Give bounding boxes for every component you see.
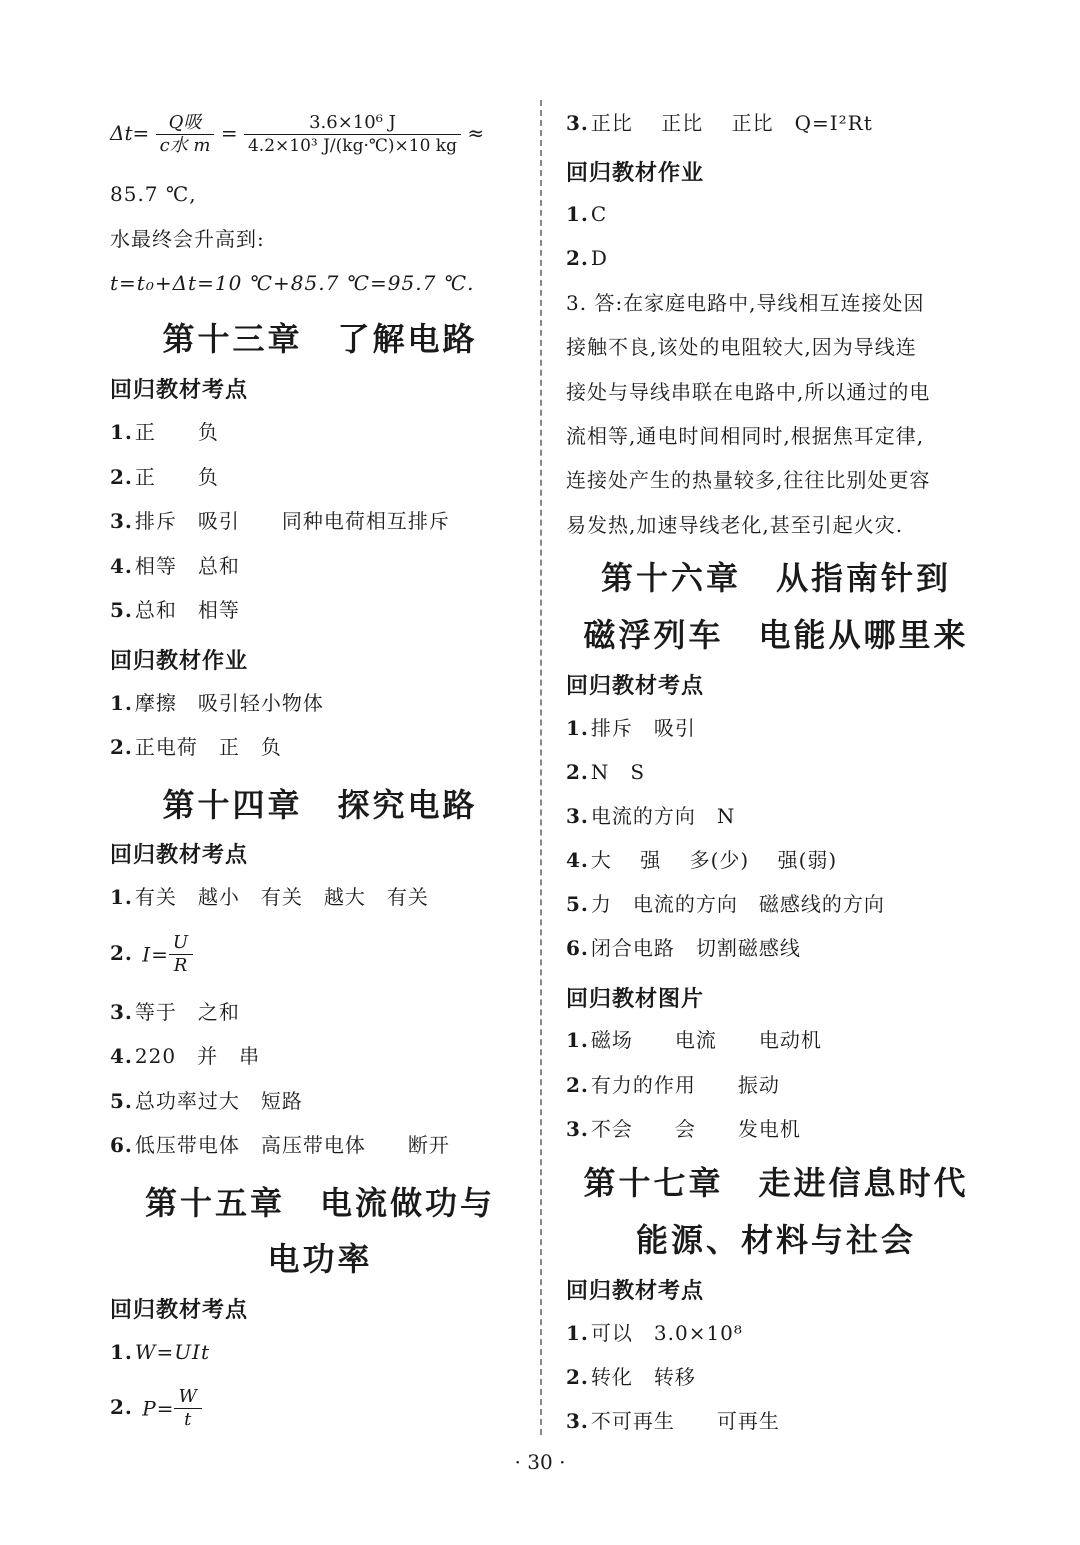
item-text: 不可再生 可再生 bbox=[590, 1409, 780, 1433]
item-text: 转化 转移 bbox=[590, 1365, 696, 1389]
answer-item bbox=[110, 1340, 210, 1364]
item-text: 正比 正比 正比 Q=I²Rt bbox=[590, 111, 873, 135]
answer-item bbox=[110, 1089, 303, 1113]
item-number: 2. bbox=[566, 760, 589, 784]
answer-item bbox=[566, 202, 607, 226]
fraction-w-over-t bbox=[174, 1386, 202, 1431]
column-divider bbox=[540, 100, 542, 1435]
item-number: 1. bbox=[566, 1321, 589, 1345]
item-number: 3. bbox=[566, 1409, 589, 1433]
answer-item bbox=[110, 691, 324, 715]
answer-item bbox=[110, 598, 240, 622]
item-number: 2. bbox=[110, 941, 133, 965]
item-number: 1. bbox=[110, 885, 133, 909]
formula-lhs: Δt= bbox=[110, 121, 150, 145]
answer-paragraph-line: 接处与导线串联在电路中,所以通过的电 bbox=[566, 380, 931, 404]
item-text: 闭合电路 切割磁感线 bbox=[590, 936, 801, 960]
answer-item bbox=[110, 1000, 240, 1024]
item-text: 有关 越小 有关 越大 有关 bbox=[134, 885, 429, 909]
section-heading: 回归教材考点 bbox=[566, 674, 705, 699]
answer-item bbox=[110, 735, 282, 759]
answer-item bbox=[566, 246, 608, 270]
item-number: 1. bbox=[566, 716, 589, 740]
item-number: 5. bbox=[566, 892, 589, 916]
item-number: 2. bbox=[566, 1073, 589, 1097]
chapter-17-title-line1: 第十七章 走进信息时代 bbox=[583, 1164, 969, 1202]
section-heading: 回归教材考点 bbox=[566, 1279, 705, 1304]
answer-item bbox=[566, 892, 885, 916]
fraction-value bbox=[244, 112, 461, 157]
item-number: 3. bbox=[110, 1000, 133, 1024]
chapter-13-title: 第十三章 了解电路 bbox=[162, 320, 478, 358]
item-number: 2. bbox=[110, 1395, 133, 1419]
answer-item bbox=[566, 1409, 780, 1433]
item-number: 6. bbox=[110, 1133, 133, 1157]
section-heading: 回归教材作业 bbox=[566, 161, 705, 186]
page-number: · 30 · bbox=[514, 1450, 566, 1474]
item-number: 1. bbox=[110, 1340, 133, 1364]
item-text: 摩擦 吸引轻小物体 bbox=[134, 691, 324, 715]
item-number: 2. bbox=[566, 1365, 589, 1389]
answer-item bbox=[110, 885, 429, 909]
fraction-numerator: W bbox=[174, 1386, 202, 1409]
item-text: 正 负 bbox=[134, 465, 219, 489]
answer-item bbox=[566, 1028, 822, 1052]
chapter-15-title-line2: 电功率 bbox=[267, 1240, 373, 1278]
item-number: 1. bbox=[110, 420, 133, 444]
item-text: 等于 之和 bbox=[134, 1000, 240, 1024]
answer-item bbox=[110, 1133, 450, 1157]
fraction-numerator: 3.6×10⁶ J bbox=[244, 112, 461, 135]
formula-lhs: I= bbox=[142, 942, 169, 967]
item-number: 4. bbox=[110, 554, 133, 578]
item-number: 2. bbox=[110, 735, 133, 759]
fraction-u-over-r bbox=[169, 932, 193, 977]
item-text: 220 并 串 bbox=[134, 1044, 261, 1068]
item-text: D bbox=[590, 246, 608, 270]
fraction-numerator: Q吸 bbox=[156, 112, 215, 135]
item-number: 4. bbox=[566, 848, 589, 872]
item-text: 正电荷 正 负 bbox=[134, 735, 282, 759]
fraction-denominator: 4.2×10³ J/(kg·℃)×10 kg bbox=[247, 136, 457, 156]
answer-paragraph-line: 流相等,通电时间相同时,根据焦耳定律, bbox=[566, 424, 925, 448]
section-heading: 回归教材考点 bbox=[110, 843, 249, 868]
answer-item bbox=[110, 554, 240, 578]
answer-item bbox=[566, 1073, 780, 1097]
section-heading: 回归教材图片 bbox=[566, 987, 705, 1012]
approx-sign: ≈ bbox=[467, 121, 485, 145]
item-text: 总功率过大 短路 bbox=[134, 1089, 303, 1113]
chapter-15-title-line1: 第十五章 电流做功与 bbox=[144, 1184, 495, 1222]
item-text: 排斥 吸引 同种电荷相互排斥 bbox=[134, 509, 450, 533]
item-number: 3. bbox=[566, 1117, 589, 1141]
item-text: C bbox=[590, 202, 608, 226]
item-text: 不会 会 发电机 bbox=[590, 1117, 801, 1141]
section-heading: 回归教材作业 bbox=[110, 649, 249, 674]
chapter-16-title-line1: 第十六章 从指南针到 bbox=[600, 559, 951, 597]
item-number: 3. bbox=[566, 804, 589, 828]
answer-item bbox=[566, 716, 696, 740]
equals-sign: = bbox=[220, 121, 238, 145]
item-text: 排斥 吸引 bbox=[590, 716, 696, 740]
item-number: 2. bbox=[110, 465, 133, 489]
item-number: 1. bbox=[566, 202, 589, 226]
answer-item bbox=[110, 465, 219, 489]
item-text: N S bbox=[590, 760, 646, 784]
item-number: 5. bbox=[110, 598, 133, 622]
item-text: 正 负 bbox=[134, 420, 219, 444]
item-text: 低压带电体 高压带电体 断开 bbox=[134, 1133, 450, 1157]
fraction-q-over-cm bbox=[156, 112, 215, 157]
item-number: 1. bbox=[110, 691, 133, 715]
item-number: 2. bbox=[566, 246, 589, 270]
fraction-numerator: U bbox=[169, 932, 193, 955]
answer-item bbox=[566, 1321, 743, 1345]
delta-t-formula bbox=[110, 112, 484, 157]
chapter-16-title-line2: 磁浮列车 电能从哪里来 bbox=[583, 616, 969, 654]
item-number: 5. bbox=[110, 1089, 133, 1113]
item-text: 磁场 电流 电动机 bbox=[590, 1028, 822, 1052]
chapter-14-title: 第十四章 探究电路 bbox=[162, 786, 478, 824]
item-number: 4. bbox=[110, 1044, 133, 1068]
item-text: 相等 总和 bbox=[134, 554, 240, 578]
answer-paragraph-line: 接触不良,该处的电阻较大,因为导线连 bbox=[566, 335, 917, 359]
answer-paragraph-line: 易发热,加速导线老化,甚至引起火灾. bbox=[566, 513, 904, 537]
answer-paragraph-line: 3. 答:在家庭电路中,导线相互连接处因 bbox=[566, 291, 925, 315]
chapter-17-title-line2: 能源、材料与社会 bbox=[635, 1221, 916, 1259]
item-text: 大 强 多(少) 强(弱) bbox=[590, 848, 838, 872]
answer-item bbox=[566, 1117, 801, 1141]
item-text: 力 电流的方向 磁感线的方向 bbox=[590, 892, 885, 916]
answer-item bbox=[566, 848, 837, 872]
answer-item-fraction bbox=[110, 932, 193, 977]
formula-lhs: P= bbox=[142, 1396, 175, 1421]
answer-item bbox=[566, 760, 645, 784]
answer-item bbox=[110, 509, 450, 533]
item-number: 3. bbox=[566, 111, 589, 135]
answer-item bbox=[566, 1365, 696, 1389]
item-number: 6. bbox=[566, 936, 589, 960]
item-text: W=UIt bbox=[134, 1340, 210, 1364]
item-text: 可以 3.0×10⁸ bbox=[590, 1321, 743, 1345]
section-heading: 回归教材考点 bbox=[110, 378, 249, 403]
t-formula-line: t=t₀+Δt=10 ℃+85.7 ℃=95.7 ℃. bbox=[110, 271, 475, 295]
answer-item bbox=[110, 1044, 260, 1068]
answer-item bbox=[566, 804, 735, 828]
water-line: 水最终会升高到: bbox=[110, 227, 265, 251]
answer-item bbox=[566, 111, 873, 135]
item-number: 3. bbox=[110, 509, 133, 533]
answer-item-fraction bbox=[110, 1386, 202, 1431]
section-heading: 回归教材考点 bbox=[110, 1298, 249, 1323]
item-text: 电流的方向 N bbox=[590, 804, 736, 828]
fraction-denominator: c水 m bbox=[159, 135, 211, 156]
item-text: 有力的作用 振动 bbox=[590, 1073, 780, 1097]
fraction-denominator: t bbox=[184, 1409, 193, 1430]
answer-item bbox=[566, 936, 801, 960]
fraction-denominator: R bbox=[173, 955, 189, 976]
answer-item bbox=[110, 420, 219, 444]
result-line: 85.7 ℃, bbox=[110, 182, 197, 206]
answer-paragraph-line: 连接处产生的热量较多,往往比别处更容 bbox=[566, 468, 931, 492]
item-number: 1. bbox=[566, 1028, 589, 1052]
item-text: 总和 相等 bbox=[134, 598, 240, 622]
